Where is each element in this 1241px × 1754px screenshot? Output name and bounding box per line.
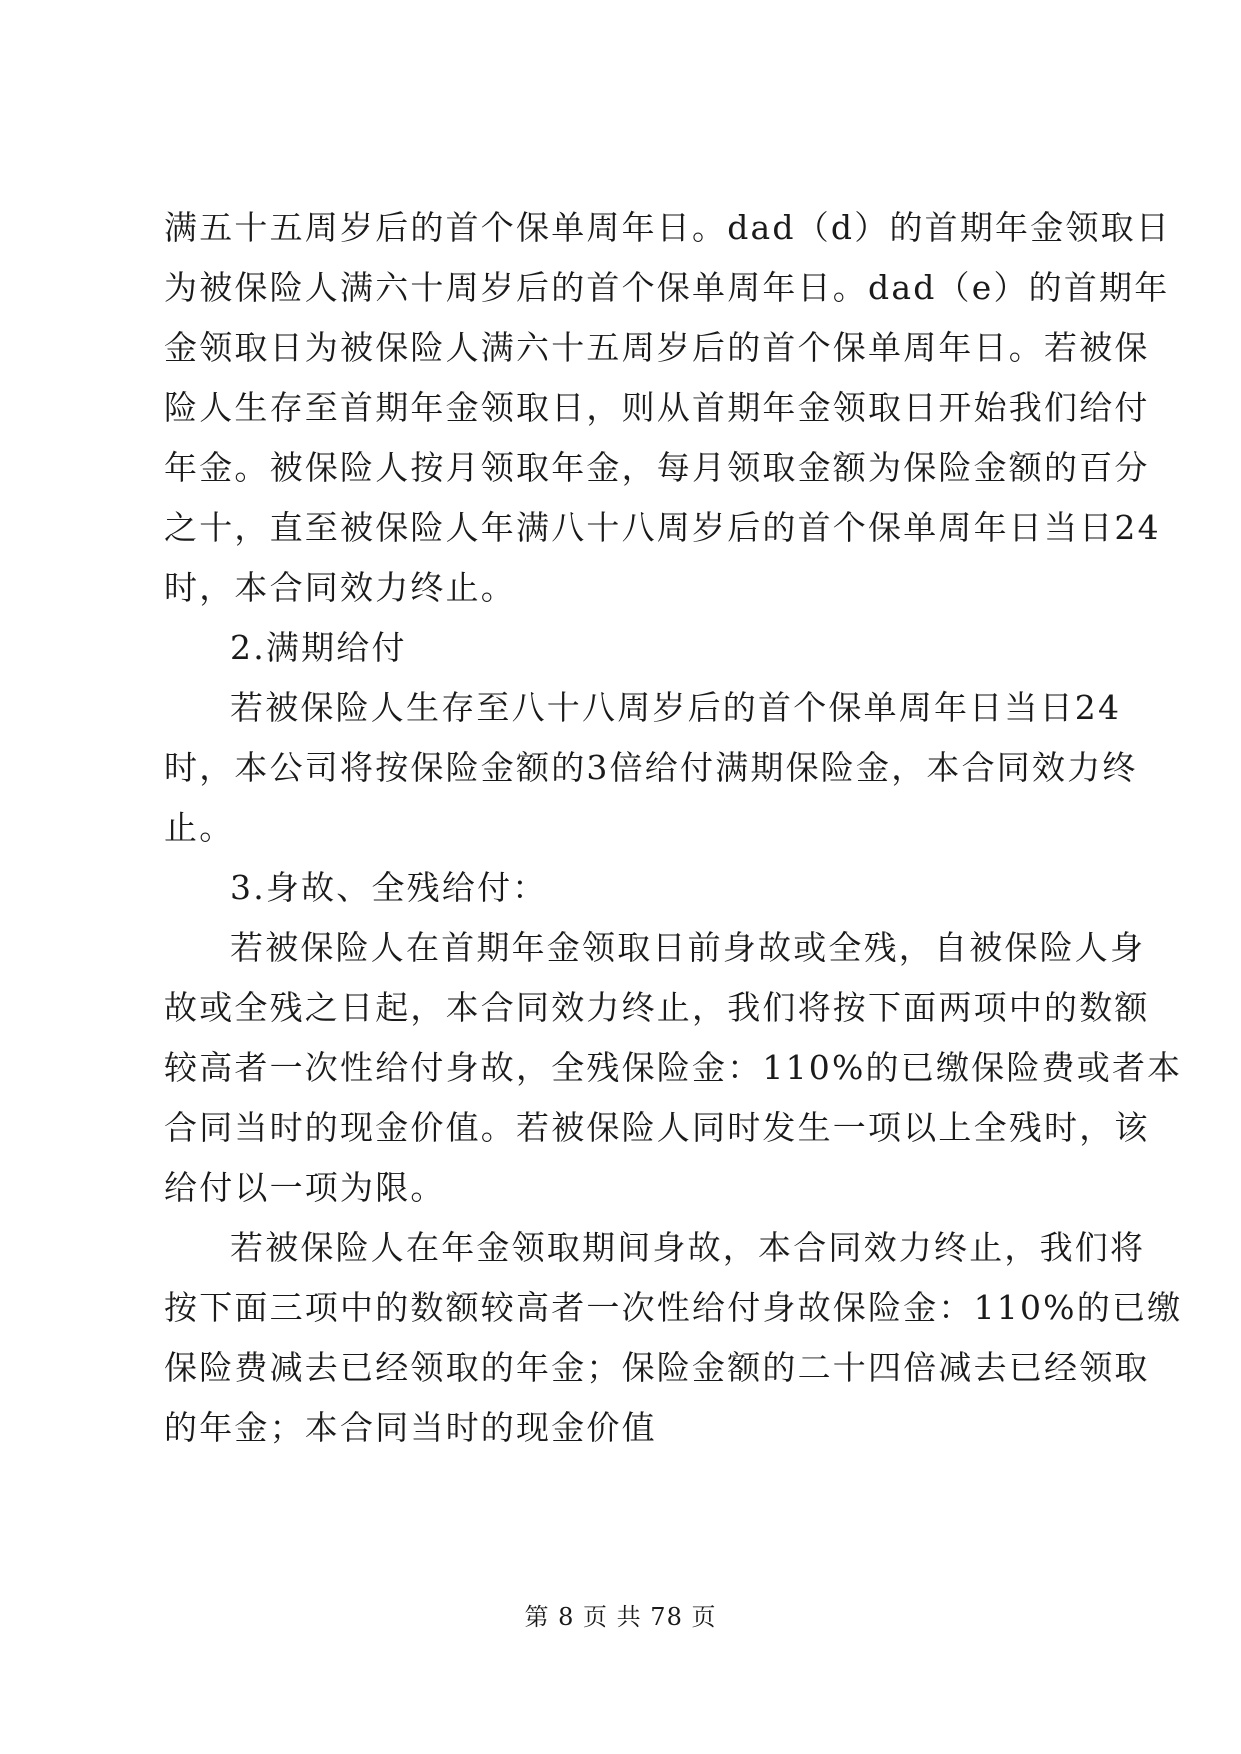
paragraph-line: 之十，直至被保险人年满八十八周岁后的首个保单周年日当日24 <box>164 508 1161 547</box>
page-footer: 第 8 页 共 78 页 <box>524 1603 717 1631</box>
section-heading: 3.身故、全残给付： <box>230 868 548 907</box>
paragraph-line: 保险费减去已经领取的年金；保险金额的二十四倍减去已经领取 <box>164 1348 1150 1387</box>
paragraph-line: 合同当时的现金价值。若被保险人同时发生一项以上全残时，该 <box>164 1108 1150 1147</box>
paragraph-line: 险人生存至首期年金领取日，则从首期年金领取日开始我们给付 <box>164 388 1150 427</box>
paragraph-line: 若被保险人生存至八十八周岁后的首个保单周年日当日24 <box>230 688 1122 727</box>
paragraph-line: 若被保险人在首期年金领取日前身故或全残，自被保险人身 <box>230 928 1146 967</box>
paragraph-line: 时，本合同效力终止。 <box>164 568 516 607</box>
paragraph-line: 按下面三项中的数额较高者一次性给付身故保险金：110%的已缴 <box>164 1288 1183 1327</box>
paragraph-line: 金领取日为被保险人满六十五周岁后的首个保单周年日。若被保 <box>164 328 1150 367</box>
paragraph-line: 给付以一项为限。 <box>164 1168 446 1207</box>
paragraph-line: 故或全残之日起，本合同效力终止，我们将按下面两项中的数额 <box>164 988 1150 1027</box>
paragraph-line: 止。 <box>164 808 235 847</box>
paragraph-line: 若被保险人在年金领取期间身故，本合同效力终止，我们将 <box>230 1228 1146 1267</box>
paragraph-line: 较高者一次性给付身故，全残保险金：110%的已缴保险费或者本 <box>164 1048 1183 1087</box>
paragraph-line: 时，本公司将按保险金额的3倍给付满期保险金，本合同效力终 <box>164 748 1138 787</box>
paragraph-line: 满五十五周岁后的首个保单周年日。dad（d）的首期年金领取日 <box>164 208 1172 247</box>
section-heading: 2.满期给付 <box>230 628 407 667</box>
paragraph-line: 年金。被保险人按月领取年金，每月领取金额为保险金额的百分 <box>164 448 1150 487</box>
paragraph-line: 的年金；本合同当时的现金价值 <box>164 1408 657 1447</box>
paragraph-line: 为被保险人满六十周岁后的首个保单周年日。dad（e）的首期年 <box>164 268 1170 307</box>
